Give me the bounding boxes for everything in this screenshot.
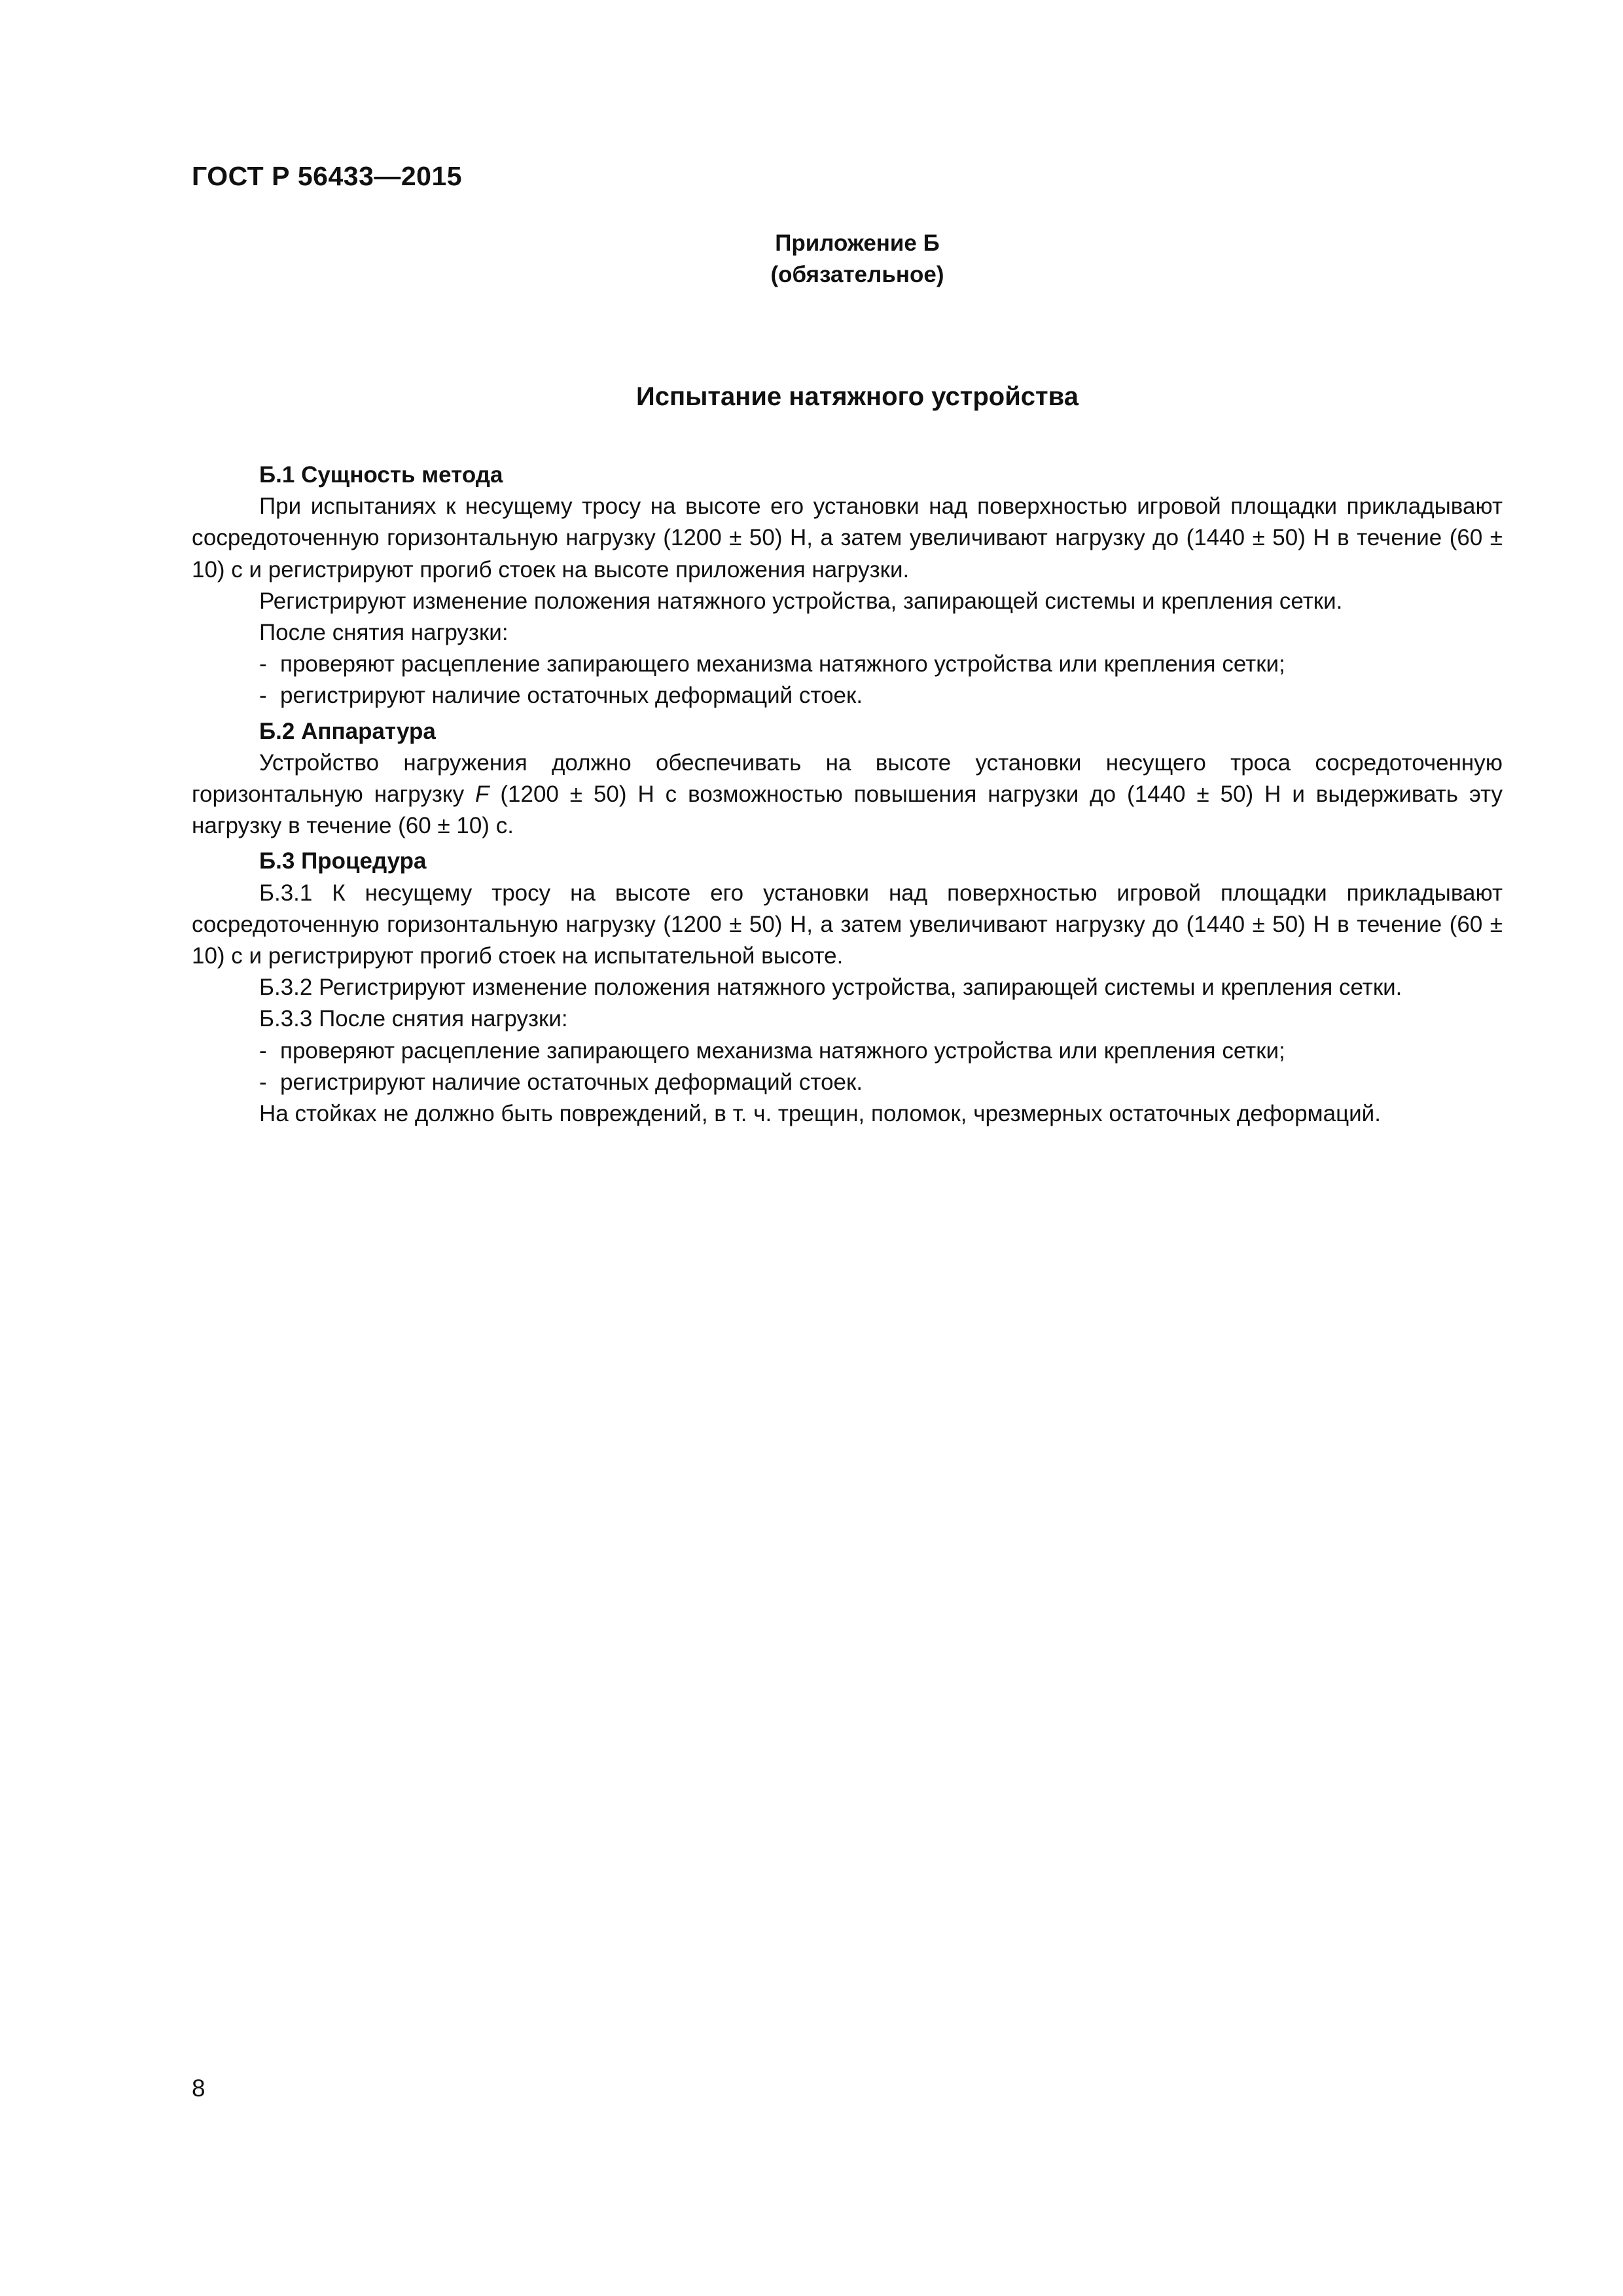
section-heading: Б.3 Процедура	[259, 848, 427, 874]
standard-code: ГОСТ Р 56433—2015	[192, 161, 463, 191]
paragraph: При испытаниях к несущему тросу на высоте его установки над поверхностью игровой площадки прикладывают сосредоточенную горизонтальную нагрузку (1200 ± 50) Н, а затем увеличивают нагрузку до (1440 ± 50) Н в течение (60 ± 10) с и регистрируют прогиб стоек на высоте приложения нагрузки.	[192, 493, 1503, 583]
paragraph: Б.3.1 К несущему тросу на высоте его установки над поверхностью игровой площадки прикладывают сосредоточенную горизонтальную нагрузку (1200 ± 50) Н, а затем увеличивают нагрузку до (1440 ± 50) Н в течение (60 ± 10) с и регистрируют прогиб стоек на испытательной высоте.	[192, 880, 1503, 969]
list-marker: -	[259, 683, 267, 709]
paragraph: Б.3.2 Регистрируют изменение положения натяжного устройства, запирающей системы и крепления сетки.	[259, 975, 1402, 1001]
section-b3	[192, 846, 1503, 1130]
section-heading: Б.1 Сущность метода	[259, 462, 503, 488]
list-marker: -	[259, 1037, 267, 1064]
document-body	[192, 459, 1503, 1130]
force-symbol: F	[475, 781, 490, 808]
section-heading: Б.2 Аппаратура	[259, 718, 436, 744]
section-b1	[192, 459, 1503, 712]
appendix-title: Приложение Б	[775, 230, 940, 256]
list-item	[192, 1067, 1503, 1098]
section-b2	[192, 716, 1503, 842]
list-marker: -	[259, 651, 267, 677]
list-item	[192, 649, 1503, 680]
list-item-text: регистрируют наличие остаточных деформаций стоек.	[280, 683, 863, 709]
appendix-status: (обязательное)	[770, 262, 944, 287]
paragraph: Б.3.3 После снятия нагрузки:	[259, 1006, 568, 1032]
paragraph: Регистрируют изменение положения натяжного устройства, запирающей системы и крепления сетки.	[259, 588, 1343, 614]
paragraph	[192, 747, 1503, 842]
page-number: 8	[192, 2075, 205, 2102]
list-item-text: проверяют расцепление запирающего механизма натяжного устройства или крепления сетки;	[280, 1037, 1285, 1064]
list-item-text: проверяют расцепление запирающего механизма натяжного устройства или крепления сетки;	[280, 651, 1285, 677]
paragraph: После снятия нагрузки:	[259, 620, 508, 646]
list-item	[192, 680, 1503, 711]
list-item-text: регистрируют наличие остаточных деформаций стоек.	[280, 1069, 863, 1095]
list-marker: -	[259, 1069, 267, 1095]
paragraph-text: (1200 ± 50) Н с возможностью повышения нагрузки до (1440 ± 50) Н и выдерживать эту нагрузку в течение (60 ± 10) с.	[192, 781, 1503, 839]
paragraph-text: Устройство нагружения должно обеспечивать на высоте установки несущего троса сосредоточенную горизонтальную нагрузку	[192, 749, 1503, 808]
main-title: Испытание натяжного устройства	[636, 382, 1079, 411]
list-item	[192, 1035, 1503, 1067]
paragraph: На стойках не должно быть повреждений, в т. ч. трещин, поломок, чрезмерных остаточных деформаций.	[259, 1101, 1381, 1127]
